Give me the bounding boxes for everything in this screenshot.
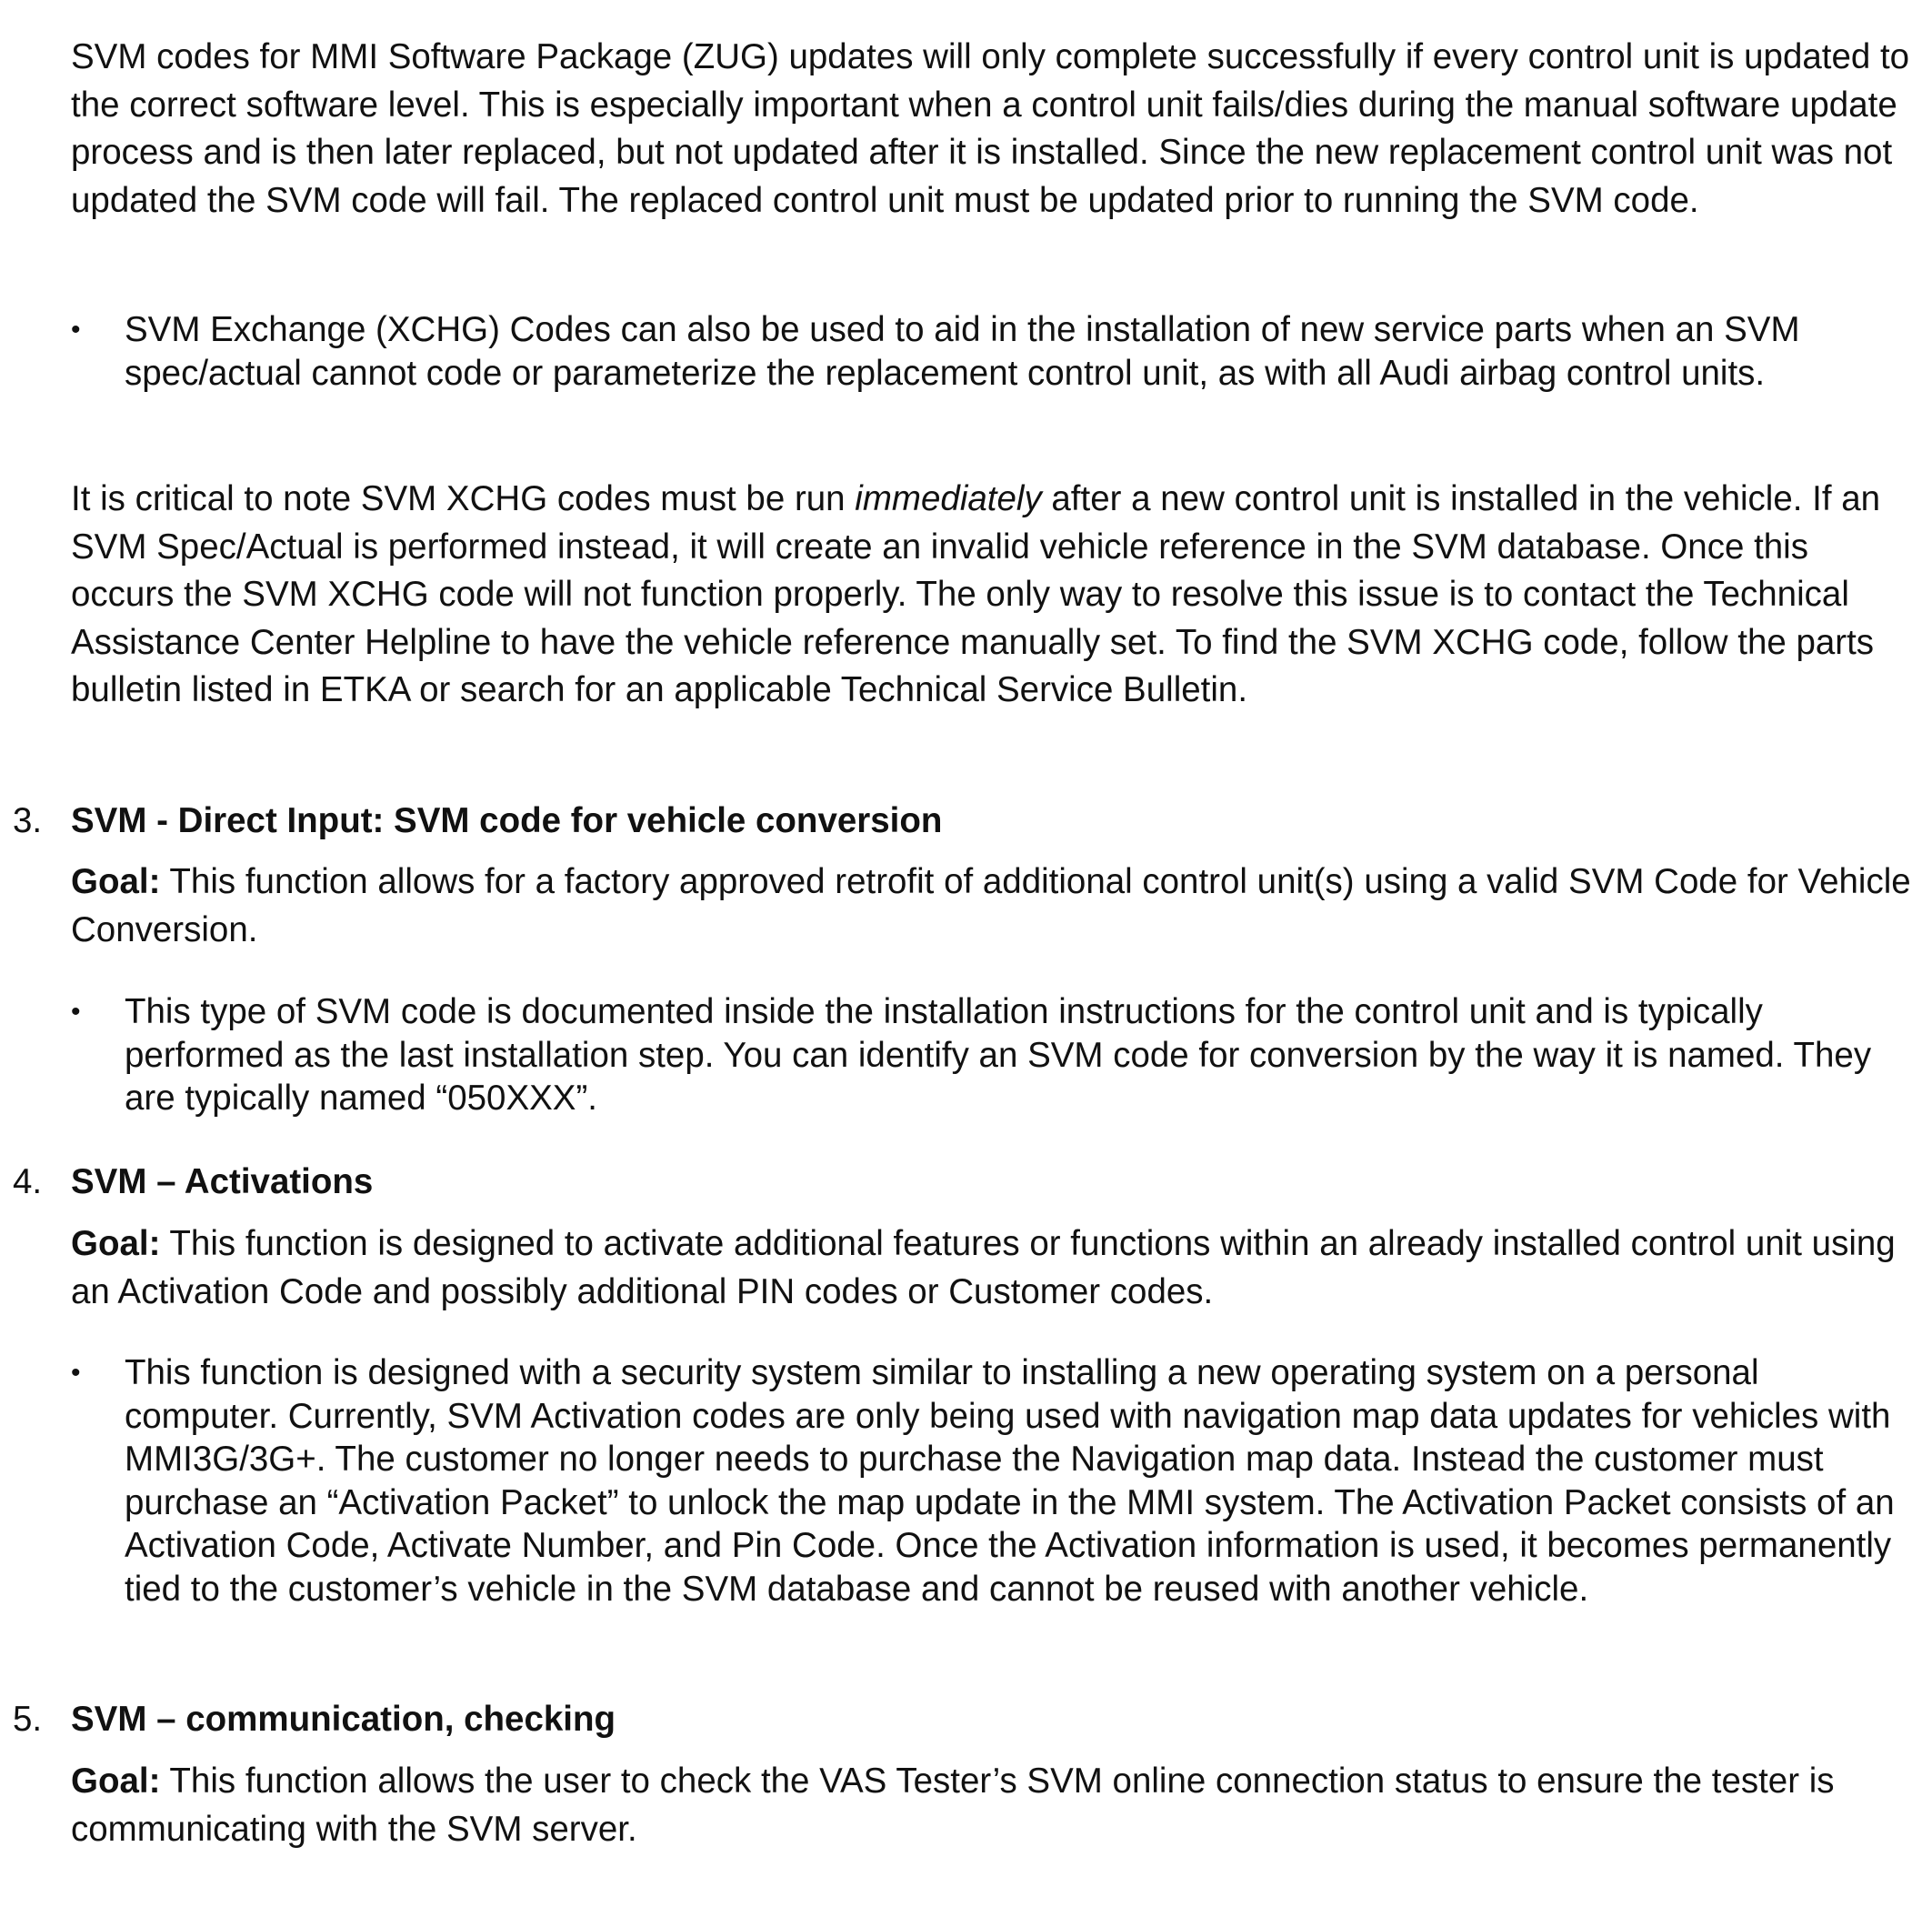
section-3-bullet <box>71 990 1917 1120</box>
section-number: 4. <box>13 1162 43 1201</box>
section-5-heading <box>13 1696 1913 1743</box>
xchg-text-after: after a new control unit is installed in the vehicle. If an SVM Spec/Actual is performed instead, it will create an invalid vehicle reference in the SVM database. Once this occurs the SVM XCHG code will not function properly. The only way to resolve this issue is to contact the Technical Assistance Center Helpline to have the vehicle reference manually set. To find the SVM XCHG code, follow the parts bulletin listed in ETKA or search for an applicable Technical Service Bulletin. <box>71 479 1881 709</box>
section-title: SVM - Direct Input: SVM code for vehicle conversion <box>71 801 943 840</box>
section-4-heading <box>13 1159 1913 1206</box>
section-number: 5. <box>13 1700 43 1739</box>
section-3-heading <box>13 798 1913 845</box>
goal-text: This function allows for a factory approved retrofit of additional control unit(s) using a valid SVM Code for Vehicle Conversion. <box>71 862 1911 949</box>
goal-text: This function is designed to activate additional features or functions within an already installed control unit using an Activation Code and possibly additional PIN codes or Customer codes. <box>71 1224 1896 1311</box>
section-5-goal <box>71 1758 1917 1853</box>
bullet-text: This type of SVM code is documented inside the installation instructions for the control unit and is typically performed as the last installation step. You can identify an SVM code for conversion by the way it is named. They are typically named “050XXX”. <box>125 992 1872 1118</box>
section-4-goal <box>71 1220 1917 1316</box>
section-4-bullet <box>71 1351 1917 1611</box>
intro-bullet <box>71 308 1917 395</box>
section-title: SVM – Activations <box>71 1162 374 1201</box>
goal-label: Goal: <box>71 1224 161 1263</box>
bullet-text: This function is designed with a security system similar to installing a new operating system on a personal computer. Currently, SVM Activation codes are only being used with navigation map data updates for vehicles with MMI3G/3G+. The customer no longer needs to purchase the Navigation map data. Instead the customer must purchase an “Activation Packet” to unlock the map update in the MMI system. The Activation Packet consists of an Activation Code, Activate Number, and Pin Code. Once the Activation information is used, it becomes permanently tied to the customer’s vehicle in the SVM database and cannot be reused with another vehicle. <box>125 1353 1895 1609</box>
bullet-icon: • <box>71 1358 81 1388</box>
xchg-paragraph <box>71 476 1917 715</box>
intro-paragraph: SVM codes for MMI Software Package (ZUG) updates will only complete successfully if every control unit is updated to the correct software level. This is especially important when a control unit fails/dies during the manual software update process and is then later replaced, but not updated after it is installed. Since the new replacement control unit was not updated the SVM code will fail. The replaced control unit must be updated prior to running the SVM code. <box>71 37 1910 220</box>
bullet-icon: • <box>71 997 81 1027</box>
emphasis-immediately: immediately <box>855 479 1042 518</box>
section-3-goal <box>71 858 1917 954</box>
goal-label: Goal: <box>71 862 161 901</box>
section-title: SVM – communication, checking <box>71 1700 616 1739</box>
section-number: 3. <box>13 801 43 840</box>
bullet-icon: • <box>71 315 81 345</box>
goal-label: Goal: <box>71 1761 161 1801</box>
bullet-text: SVM Exchange (XCHG) Codes can also be used to aid in the installation of new service parts when an SVM spec/actual cannot code or parameterize the replacement control unit, as with all Audi airbag control units. <box>125 310 1800 393</box>
goal-text: This function allows the user to check the VAS Tester’s SVM online connection status to ensure the tester is communicating with the SVM server. <box>71 1761 1835 1849</box>
xchg-text-before: It is critical to note SVM XCHG codes must be run <box>71 479 856 518</box>
